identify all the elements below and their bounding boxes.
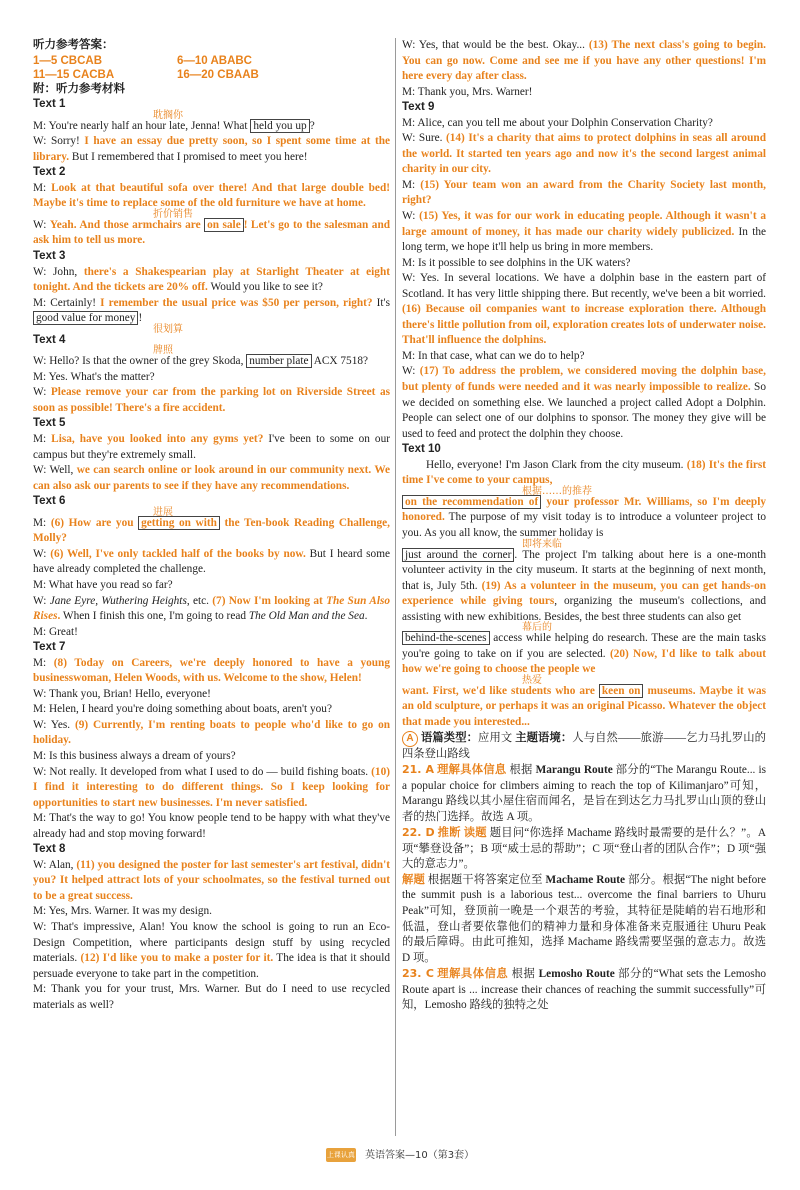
- text-run: !: [138, 312, 143, 325]
- text-run: M:: [402, 178, 421, 191]
- text-run: museums. Maybe it was an old sculpture, or perhaps it was an original Picasso. Whatever the object that made you interested...: [402, 684, 766, 728]
- text-run: (17) To address the problem, we considered moving the dolphin base, but plenty of funds were needed and it was nearly impossible to realize.: [402, 365, 766, 394]
- text-run: 语篇类型：: [420, 731, 479, 744]
- page-footer: [0, 1146, 800, 1187]
- publisher-logo: 上课认真听 下课练大册: [326, 1148, 356, 1162]
- paragraph: [33, 811, 390, 842]
- text-run: W:: [33, 594, 50, 607]
- paragraph: [33, 181, 390, 212]
- answer-key-row: [33, 54, 390, 68]
- section-heading: Text 1: [33, 98, 66, 111]
- paragraph: [402, 271, 766, 349]
- paragraph: [33, 656, 390, 687]
- text-run: 根据: [508, 968, 539, 981]
- text-run: 应用文: [478, 731, 516, 744]
- text-run: W: Sure.: [402, 132, 446, 145]
- text-run: Machame Route: [545, 873, 626, 886]
- text-run: 21. A: [402, 763, 435, 777]
- text-run: But I heard some have already completed the challenge.: [33, 547, 390, 576]
- text-run: M:: [33, 516, 51, 529]
- paragraph: [402, 209, 766, 256]
- text-run: (12) I'd like you to make a poster for it.: [80, 952, 274, 965]
- paragraph: [33, 749, 390, 765]
- text-run: (6) How are you: [50, 516, 139, 529]
- text-run: In the long term, we hope it'll help us bring in more members.: [402, 225, 766, 254]
- text-run: ACX 7518?: [311, 355, 368, 368]
- paragraph: [33, 594, 390, 625]
- boxed-phrase: good value for money: [33, 311, 138, 325]
- section-heading: Text 5: [33, 417, 66, 430]
- text-run: M: Thank you, Mrs. Warner!: [402, 85, 533, 98]
- text-run: W:: [33, 218, 50, 231]
- text-run: W: Hello? Is that the owner of the grey Skoda,: [33, 355, 247, 368]
- text-run: ?: [309, 119, 315, 132]
- text-run: I've been to some on our campus but they're extremely small.: [33, 433, 390, 461]
- text-run: .: [57, 610, 61, 623]
- paragraph: [402, 825, 766, 873]
- boxed-phrase: behind-the-scenes: [402, 631, 490, 645]
- text-run: (13) The next class's going to begin. You can go now. Come and see me if you have any other questions! I'm here every day after class.: [402, 39, 766, 83]
- paragraph: [402, 85, 766, 101]
- text-run: your professor Mr. Williams, so I'm deeply honored.: [402, 495, 767, 524]
- text-run: M: Yes, Mrs. Warner. It was my design.: [33, 905, 213, 918]
- text-run: M: You're nearly half an hour late, Jenna! What: [33, 119, 251, 132]
- paragraph: [402, 38, 766, 85]
- paragraph: [33, 218, 390, 249]
- column-divider: [395, 38, 396, 1136]
- text-run: M: Is this business always a dream of yours?: [33, 749, 236, 762]
- boxed-phrase: on sale: [204, 218, 244, 232]
- text-run: 人与自然——旅游——乞力马扎罗山的四条登山路线: [402, 731, 766, 760]
- annotation-note: 牌照: [153, 345, 173, 357]
- text-run: When I finish this one, I'm going to read: [60, 610, 249, 623]
- paragraph: [402, 495, 766, 542]
- text-run: The Sun Also Rises: [33, 594, 391, 623]
- boxed-phrase: held you up: [250, 119, 309, 133]
- paragraph: [33, 718, 390, 749]
- text-run: (15) Yes, it was for our work in educating people. Although it wasn't a large amount of money, it has made our charity widely publicized.: [402, 210, 766, 238]
- paragraph: [402, 731, 766, 763]
- text-run: M: Alice, can you tell me about your Dolphin Conservation Charity?: [402, 116, 713, 129]
- paragraph: [33, 625, 390, 641]
- paragraph: [402, 116, 766, 132]
- annotation-note: 热爱: [522, 674, 542, 686]
- section-heading: Text 6: [33, 495, 66, 508]
- text-run: W: Thank you, Brian! Hello, everyone!: [33, 687, 211, 700]
- text-run: 理解具体信息: [433, 968, 509, 981]
- text-run: M:: [33, 181, 52, 194]
- section-heading: Text 2: [33, 166, 66, 179]
- paragraph: [33, 134, 390, 165]
- paragraph: [33, 765, 390, 812]
- text-run: 部分的“The Marangu Route... is a popular choice for climbers aiming to reach the top of Kilimanjaro”可知，Marangu 路线以其小屋住宿而闻名，是旨在到达乞力马扎罗山山顶的登山者的热门选择。故选 A 项。: [402, 764, 766, 823]
- annotation-note: 很划算: [153, 323, 183, 335]
- text-run: W: Alan,: [33, 858, 77, 871]
- text-run: 根据: [506, 764, 536, 777]
- text-run: 23. C: [402, 967, 434, 981]
- boxed-phrase: number plate: [246, 354, 311, 368]
- left-column: [33, 38, 390, 1013]
- text-run: M:: [33, 656, 54, 669]
- text-run: Look at that beautiful sofa over there! And that large double bed! Maybe it's time to replace some of the old furniture we have at home.: [33, 181, 390, 210]
- paragraph: [33, 265, 390, 296]
- text-run: there's a Shakespearian play at Starlight Theater at eight tonight. And the tickets are 20% off.: [33, 265, 390, 294]
- answer-group: 11—15 CACBA: [33, 68, 115, 81]
- text-run: ! Let's go to the salesman and ask him to tell us more.: [33, 218, 391, 247]
- section-heading: Text 8: [33, 843, 66, 856]
- text-run: W: Yes, that would be the best. Okay...: [402, 39, 589, 51]
- text-run: 22. D: [402, 826, 435, 840]
- text-run: W: Well,: [33, 464, 77, 477]
- text-run: (14) It's a charity that aims to protect dolphins in seas all around the world. It started ten years ago and now it's the second largest animal charity in our city.: [402, 132, 767, 176]
- section-heading: Text 7: [33, 641, 66, 654]
- text-run: 推断 读题: [434, 827, 487, 840]
- text-run: (9) Currently, I'm renting boats to people who'd like to go on holiday.: [33, 718, 391, 747]
- text-run: 解题: [402, 873, 425, 886]
- annotation-note: 根据……的推荐: [522, 485, 592, 497]
- section-heading: Text 4: [33, 333, 66, 346]
- paragraph: [33, 463, 390, 494]
- text-run: M: What have you read so far?: [33, 578, 173, 591]
- text-run: W: Not really. It developed from what I used to do — build fishing boats.: [33, 765, 372, 778]
- text-run: M: In that case, what can we do to help?: [402, 349, 585, 362]
- section-heading: Text 9: [402, 101, 435, 114]
- paragraph: [33, 119, 390, 135]
- paragraph: [33, 385, 390, 416]
- text-run: M: Certainly!: [33, 296, 101, 309]
- text-run: W: John,: [33, 265, 84, 278]
- text-run: W: Yes.: [33, 718, 75, 731]
- paragraph: [402, 256, 766, 272]
- right-column: [402, 38, 766, 1014]
- annotation-note: 即将来临: [522, 538, 562, 550]
- text-run: we can search online or look around in our community next. We can also ask our parents to see if they have any recommendations.: [33, 464, 391, 492]
- paragraph: [33, 516, 390, 547]
- boxed-phrase: on the recommendation of: [402, 495, 541, 509]
- text-run: (15) Your team won an award from the Charity Society last month, right?: [402, 178, 766, 207]
- text-run: access while helping do research. These are the main tasks you're going to take on if you are selected.: [402, 632, 766, 660]
- paragraph: [33, 547, 390, 578]
- boxed-phrase: getting on with: [138, 516, 220, 530]
- text-run: 理解具体信息: [434, 764, 507, 777]
- boxed-phrase: just around the corner: [402, 548, 514, 562]
- text-run: (7) Now I'm looking at: [212, 594, 327, 607]
- text-run: (18) It's the first time I've come to your campus,: [402, 458, 767, 487]
- paragraph: [33, 702, 390, 718]
- paragraph: [402, 873, 766, 966]
- annotation-note: 幕后的: [522, 622, 552, 634]
- text-run: Lemosho Route: [538, 968, 615, 981]
- text-run: (11) you designed the poster for last semester's art festival, didn't you? It helped attract lots of your schoolmates, so the festival turned out to be a great success.: [33, 858, 390, 902]
- section-heading: 听力参考答案：: [33, 39, 114, 51]
- text-run: Marangu Route: [535, 764, 613, 777]
- text-run: The Old Man and the Sea: [248, 610, 365, 623]
- text-run: I remember the usual price was $50 per person, right?: [100, 296, 373, 309]
- text-run: (20) Now, I'd like to talk about how we're going to choose the people we: [402, 647, 766, 676]
- text-run: M: Thank you for your trust, Mrs. Warner. But do I need to use recycled materials as well?: [33, 983, 390, 1011]
- text-run: W: Yes. In several locations. We have a dolphin base in the eastern part of Scotland. It has very little shipping there. But recently, we've been a bit worried.: [402, 272, 766, 300]
- text-run: Lisa, have you looked into any gyms yet?: [51, 433, 264, 446]
- text-run: 主题语境：: [515, 731, 573, 744]
- text-run: (6) Well, I've only tackled half of the books by now.: [50, 547, 306, 560]
- text-run: W:: [33, 547, 51, 560]
- answer-group: 16—20 CBAAB: [177, 68, 259, 81]
- text-run: , organizing the museum's collections, and assisting with new exhibitions. Besides, the best three students can also get: [402, 595, 766, 623]
- paragraph: [402, 684, 766, 731]
- answer-group: 6—10 ABABC: [177, 54, 252, 67]
- text-run: (8) Today on Careers, we're deeply honored to have a young businesswoman, Helen Woods, with us. Welcome to the show, Helen!: [33, 656, 390, 685]
- text-run: M: That's the way to go! You know people tend to be happy with what they've already had and stop moving forward!: [33, 812, 390, 840]
- text-run: (16) Because oil companies want to increase exploration there. Although there's little pollution from oil, exploration creates lots of underwater noise. That'll influence the dolphins.: [402, 303, 766, 347]
- text-run: Hello, everyone! I'm Jason Clark from the city museum.: [426, 458, 687, 471]
- text-run: M: Yes. What's the matter?: [33, 370, 155, 383]
- annotation-note: 折价销售: [153, 208, 193, 220]
- paragraph: [33, 578, 390, 594]
- paragraph: [33, 432, 390, 463]
- paragraph: [402, 458, 766, 489]
- answer-key-row: [33, 68, 390, 82]
- paragraph: [402, 762, 766, 825]
- paragraph: [33, 687, 390, 703]
- text-run: I have an essay due pretty soon, so I spent some time at the library.: [33, 135, 390, 163]
- annotation-note: 进展: [153, 506, 173, 518]
- text-run: W:: [402, 210, 420, 223]
- text-run: want. First, we'd like students who are: [402, 684, 599, 697]
- paragraph: [402, 131, 766, 178]
- text-run: Please remove your car from the parking lot on Riverside Street as soon as possible! There's a fire accident.: [33, 386, 390, 414]
- paragraph: [33, 858, 390, 905]
- page-label: 英语答案—10（第3套）: [365, 1150, 475, 1161]
- paragraph: [33, 370, 390, 386]
- text-run: 根据题干将答案定位至: [424, 873, 546, 886]
- text-run: The purpose of my visit today is to introduce a volunteer project to you. As you all know, the summer holiday is: [402, 511, 766, 539]
- text-run: .: [364, 610, 368, 623]
- text-run: (10) I find it interesting to do different things. So I keep looking for opportunities to start new businesses. I'm never satisfied.: [33, 765, 390, 809]
- answer-group: 1—5 CBCAB: [33, 54, 103, 67]
- text-run: M: Great!: [33, 625, 78, 638]
- paragraph: [33, 296, 390, 327]
- paragraph: [402, 631, 766, 678]
- paragraph: [402, 548, 766, 626]
- text-run: Would you like to see it?: [207, 281, 323, 294]
- section-heading: 附：听力参考材料: [33, 82, 125, 95]
- boxed-phrase: keen on: [599, 684, 644, 698]
- paragraph: [402, 364, 766, 442]
- section-heading: Text 3: [33, 250, 66, 263]
- text-run: Jane Eyre, Wuthering Heights: [49, 594, 187, 607]
- annotation-note: 耽搁你: [153, 109, 183, 121]
- text-run: 题目问“你选择 Machame 路线时最需要的是什么？”。A 项“攀登设备”；B 项“威士忌的帮助”；C 项“登山者的团队合作”；D 项“强大的意志力”。: [402, 827, 766, 871]
- text-run: M:: [33, 433, 52, 446]
- text-run: W:: [33, 386, 51, 399]
- text-run: So we decided on something else. We launched a project called Adopt a Dolphin. People can select one of our dolphins to sponsor. The money they give will be used to feed and protect the dolphin they choose.: [402, 381, 766, 440]
- text-run: (19) As a volunteer in the museum, you can get hands-on experience while giving tours: [402, 579, 766, 608]
- text-run: But I remembered that I promised to meet you here!: [69, 150, 308, 163]
- text-run: M: Is it possible to see dolphins in the UK waters?: [402, 256, 631, 269]
- paragraph: [33, 982, 390, 1013]
- paragraph: [402, 178, 766, 209]
- text-run: The idea is that it should persuade everyone to take part in the competition.: [33, 952, 390, 980]
- text-run: 部分。根据“The night before the summit push is a laborious test... overcome the final barriers to Uhuru Peak”可知，登顶前一晚是一个艰苦的考验，其特征是陡峭的岩石地形和低温，登山者要依靠他们的精神力量和身体准备来克服通往 Uhuru Peak 的最后障碍。由此可推知，选择 Machame 路线需要坚强的意志力。故选 D 项。: [402, 873, 766, 964]
- paragraph: [402, 966, 766, 1014]
- text-run: 部分的“What sets the Lemosho Route apart is ... increase their chances of reaching the summit successfully”可知，Lemosho 路线的独特之处: [402, 968, 766, 1012]
- text-run: W: That's impressive, Alan! You know the school is going to run an Eco-Design Competition, where participants design stuff by using recycled materials.: [33, 920, 390, 965]
- text-run: , etc.: [186, 594, 213, 607]
- section-heading: Text 10: [402, 443, 441, 456]
- text-run: Yeah. And those armchairs are: [49, 218, 205, 231]
- paragraph: [33, 920, 390, 982]
- text-run: M: Helen, I heard you're doing something about boats, aren't you?: [33, 703, 332, 716]
- section-badge: A: [402, 731, 418, 747]
- paragraph: [33, 354, 390, 370]
- text-run: . The project I'm talking about here is a one-month volunteer activity in the city museum. It starts at the beginning of next month, that is, July 5th.: [402, 548, 766, 592]
- paragraph: [402, 349, 766, 365]
- paragraph: [33, 904, 390, 920]
- text-run: It's: [372, 296, 390, 309]
- text-run: the Ten-book Reading Challenge, Molly?: [33, 516, 390, 545]
- text-run: W: Sorry!: [33, 135, 85, 148]
- text-run: W:: [402, 365, 420, 378]
